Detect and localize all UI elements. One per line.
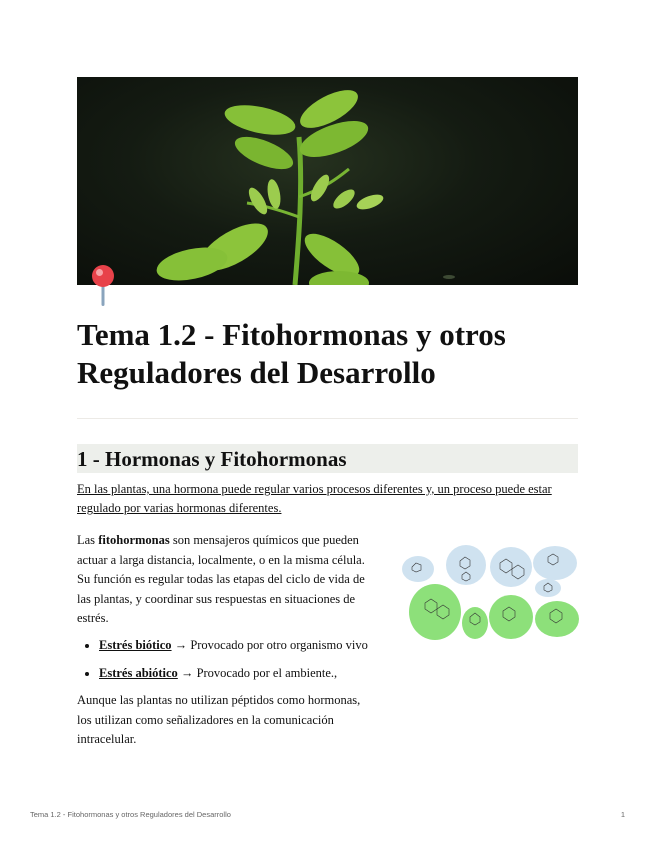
para-text-end: son mensajeros químicos que pueden actuar a larga distancia, localmente, o en la misma célula. Su función es regular todas las etapas del ciclo de vida de las plantas, y coordinar sus respuestas en situaciones de estrés. — [77, 533, 365, 626]
list-item-term: Estrés biótico — [99, 637, 172, 652]
list-item-term: Estrés abiótico — [99, 665, 178, 680]
title-divider — [77, 418, 578, 419]
cover-image — [77, 77, 578, 285]
intro-text: En las plantas, una hormona puede regular varios procesos diferentes y, un proceso puede estar regulado por varias hormonas diferentes. — [77, 482, 552, 515]
plant-seedling-photo — [77, 77, 578, 285]
footer-title: Tema 1.2 - Fitohormonas y otros Reguladores del Desarrollo — [30, 810, 231, 819]
page-number: 1 — [620, 810, 625, 819]
bold-term: fitohormonas — [98, 533, 170, 547]
list-item — [99, 636, 377, 656]
page-title: Tema 1.2 - Fitohormonas y otros Reguladores del Desarrollo — [77, 317, 506, 390]
round-pushpin-icon — [88, 264, 118, 308]
section-heading-block — [77, 444, 578, 473]
paragraph-peptidos: Aunque las plantas no utilizan péptidos como hormonas, los utilizan como señalizadores en la comunicación intracelular. — [77, 693, 361, 747]
list-item-text: → Provocado por otro organismo vivo — [171, 637, 368, 652]
list-item — [99, 664, 377, 684]
body-column — [77, 531, 377, 750]
para-text-start: Las — [77, 533, 99, 547]
section-heading: 1 - Hormonas y Fitohormonas — [77, 447, 347, 471]
list-item-text: → Provocado por el ambiente., — [177, 665, 338, 680]
paragraph-fitohormonas — [77, 531, 377, 629]
stress-list — [77, 636, 377, 683]
phytohormone-structures-diagram — [400, 541, 580, 641]
